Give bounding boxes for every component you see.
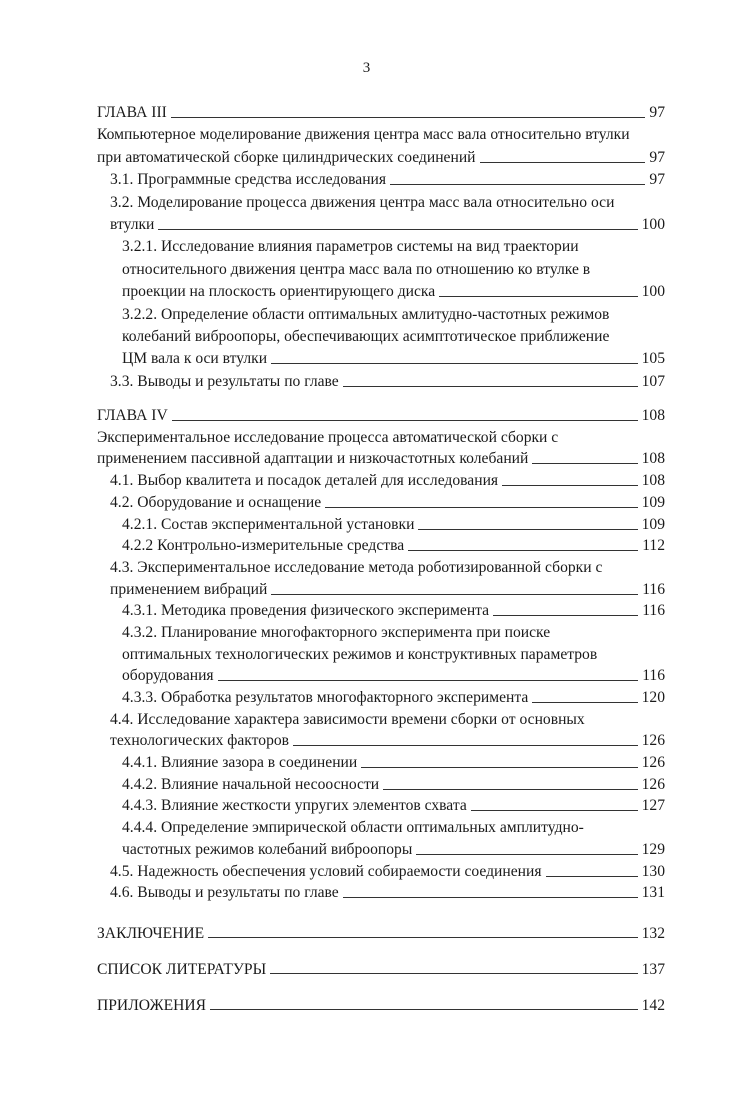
toc-entry-last-line bbox=[97, 405, 665, 427]
leader-line bbox=[361, 752, 637, 768]
toc-page-number: 107 bbox=[641, 372, 665, 390]
toc-entry-text: проекции на плоскость ориентирующего диска bbox=[122, 283, 436, 301]
toc-entry-text: 3.2. Моделирование процесса движения центра масс вала относительно оси bbox=[110, 193, 615, 211]
toc-entry-text: 4.1. Выбор квалитета и посадок деталей для исследования bbox=[110, 472, 499, 490]
toc-entry-last-line bbox=[110, 371, 665, 393]
leader-line bbox=[270, 952, 637, 974]
toc-group-chapter-3 bbox=[97, 102, 665, 393]
leader-line bbox=[343, 882, 638, 898]
toc-entry[interactable] bbox=[97, 124, 665, 169]
toc-entry[interactable] bbox=[97, 405, 665, 427]
toc-entry-text: 4.3.2. Планирование многофакторного эксперимента при поиске bbox=[122, 623, 551, 641]
toc-page-number: 105 bbox=[641, 350, 665, 368]
toc-entry[interactable] bbox=[97, 427, 665, 470]
toc-page-number: 116 bbox=[642, 602, 665, 620]
toc-entry-last-line bbox=[110, 579, 665, 601]
toc-entry-last-line bbox=[122, 774, 665, 796]
leader-line bbox=[383, 774, 638, 790]
toc-entry[interactable] bbox=[97, 752, 665, 774]
toc-entry-text: оборудования bbox=[122, 667, 214, 685]
toc-entry[interactable] bbox=[97, 535, 665, 557]
toc-page-number: 108 bbox=[641, 407, 665, 425]
toc-entry[interactable] bbox=[97, 236, 665, 303]
toc-entry-text: 4.4.2. Влияние начальной несоосности bbox=[122, 775, 380, 793]
toc-entry-text: 3.3. Выводы и результаты по главе bbox=[110, 372, 339, 390]
toc-entry-last-line bbox=[122, 665, 665, 687]
toc-page-number: 109 bbox=[641, 493, 665, 511]
toc-entry[interactable] bbox=[97, 557, 665, 600]
toc-entry-text: относительного движения центра масс вала по отношению ко втулке в bbox=[122, 260, 591, 278]
toc-entry-last-line bbox=[97, 102, 665, 124]
toc-entry-text: 3.2.1. Исследование влияния параметров системы на вид траектории bbox=[122, 238, 579, 256]
toc-entry-text: ЗАКЛЮЧЕНИЕ bbox=[97, 924, 205, 942]
toc-entry-text: 4.3.3. Обработка результатов многофакторного эксперимента bbox=[122, 689, 529, 707]
leader-line bbox=[218, 665, 639, 681]
toc-page-number: 126 bbox=[641, 754, 665, 772]
toc-entry[interactable] bbox=[97, 102, 665, 124]
toc-entry-last-line bbox=[110, 861, 665, 883]
toc-entry[interactable] bbox=[97, 492, 665, 514]
toc-page-number: 116 bbox=[642, 580, 665, 598]
toc-page-number: 137 bbox=[641, 960, 665, 978]
toc-page-number: 108 bbox=[641, 472, 665, 490]
toc-page-number: 131 bbox=[641, 884, 665, 902]
toc-entry-last-line bbox=[97, 952, 665, 988]
toc-entry-text: оптимальных технологических режимов и конструктивных параметров bbox=[122, 645, 598, 663]
leader-line bbox=[158, 214, 637, 230]
toc-entry-text: 4.4.1. Влияние зазора в соединении bbox=[122, 754, 358, 772]
toc-entry-text: ГЛАВА IV bbox=[97, 407, 168, 425]
toc-entry[interactable] bbox=[97, 795, 665, 817]
toc-page-number: 97 bbox=[649, 148, 665, 166]
toc-group-final bbox=[97, 916, 665, 1024]
toc-entry[interactable] bbox=[97, 371, 665, 393]
toc-entry-last-line bbox=[122, 348, 665, 370]
toc-entry-last-line bbox=[110, 169, 665, 191]
toc-entry[interactable] bbox=[97, 774, 665, 796]
toc-entry-text: 3.2.2. Определение области оптимальных амлитудно-частотных режимов bbox=[122, 305, 610, 323]
leader-line bbox=[418, 514, 637, 530]
toc-entry[interactable] bbox=[97, 514, 665, 536]
toc-entry-text: технологических факторов bbox=[110, 732, 290, 750]
toc-entry-last-line bbox=[97, 147, 665, 169]
leader-line bbox=[271, 348, 638, 364]
toc-entry-text: ГЛАВА III bbox=[97, 104, 167, 121]
toc-entry[interactable] bbox=[97, 600, 665, 622]
toc-entry-text: 4.3.1. Методика проведения физического эксперимента bbox=[122, 602, 490, 620]
toc-entry[interactable] bbox=[97, 622, 665, 687]
toc-page-number: 108 bbox=[641, 450, 665, 468]
toc-entry-text: Экспериментальное исследование процесса автоматической сборки с bbox=[97, 428, 559, 446]
toc-page-number: 126 bbox=[641, 732, 665, 750]
toc-entry[interactable] bbox=[97, 916, 665, 952]
toc-page-number: 142 bbox=[641, 996, 665, 1014]
toc-entry[interactable] bbox=[97, 882, 665, 904]
leader-line bbox=[493, 600, 638, 616]
toc-entry-text: 4.4.4. Определение эмпирической области оптимальных амплитудно- bbox=[122, 819, 584, 837]
toc-entry-last-line bbox=[122, 600, 665, 622]
toc-entry-last-line bbox=[110, 730, 665, 752]
leader-line bbox=[390, 169, 645, 185]
toc-page-number: 120 bbox=[641, 689, 665, 707]
toc-entry[interactable] bbox=[97, 470, 665, 492]
toc-entry-last-line bbox=[122, 687, 665, 709]
toc-entry-text: применением пассивной адаптации и низкочастотных колебаний bbox=[97, 450, 529, 468]
toc-page-number: 129 bbox=[641, 840, 665, 858]
toc-entry-last-line bbox=[122, 795, 665, 817]
leader-line bbox=[210, 988, 638, 1010]
toc-entry-last-line bbox=[97, 916, 665, 952]
toc-entry-last-line bbox=[122, 752, 665, 774]
leader-line bbox=[171, 102, 646, 118]
toc-entry[interactable] bbox=[97, 169, 665, 191]
toc-page-number: 132 bbox=[641, 924, 665, 942]
toc-entry-text: 3.1. Программные средства исследования bbox=[110, 171, 387, 189]
toc-entry-last-line bbox=[97, 448, 665, 470]
toc-entry[interactable] bbox=[97, 709, 665, 752]
toc-page-number: 130 bbox=[641, 862, 665, 880]
toc-entry-text: ПРИЛОЖЕНИЯ bbox=[97, 996, 207, 1014]
leader-line bbox=[416, 839, 637, 855]
leader-line bbox=[408, 535, 638, 551]
toc-entry-text: при автоматической сборке цилиндрических соединений bbox=[97, 148, 476, 166]
page-number: 3 bbox=[362, 60, 371, 76]
toc-entry[interactable] bbox=[97, 817, 665, 860]
toc-entry-text: 4.2.2 Контрольно-измерительные средства bbox=[122, 537, 405, 555]
toc-entry-text: 4.3. Экспериментальное исследование метода роботизированной сборки с bbox=[110, 558, 603, 576]
toc-entry-text: применением вибраций bbox=[110, 580, 268, 598]
leader-line bbox=[271, 579, 638, 595]
toc-entry-text: 4.5. Надежность обеспечения условий собираемости соединения bbox=[110, 862, 542, 880]
toc-entry[interactable] bbox=[97, 988, 665, 1024]
toc-entry[interactable] bbox=[97, 192, 665, 237]
leader-line bbox=[325, 492, 637, 508]
leader-line bbox=[439, 281, 637, 297]
toc-page-number: 100 bbox=[641, 283, 665, 301]
leader-line bbox=[208, 916, 637, 938]
leader-line bbox=[172, 405, 638, 421]
toc-entry-last-line bbox=[122, 839, 665, 861]
leader-line bbox=[546, 861, 638, 877]
toc-entry[interactable] bbox=[97, 952, 665, 988]
toc-entry-last-line bbox=[110, 492, 665, 514]
toc-entry-last-line bbox=[110, 214, 665, 236]
toc-entry-last-line bbox=[122, 281, 665, 303]
leader-line bbox=[293, 730, 638, 746]
leader-line bbox=[532, 448, 637, 464]
toc-entry-text: 4.4.3. Влияние жесткости упругих элементов схвата bbox=[122, 797, 467, 815]
leader-line bbox=[532, 687, 637, 703]
leader-line bbox=[480, 147, 646, 163]
toc-group-chapter-4 bbox=[97, 405, 665, 904]
toc-page-number: 100 bbox=[641, 215, 665, 233]
toc-page-number: 97 bbox=[649, 104, 665, 121]
toc-entry-last-line bbox=[110, 882, 665, 904]
toc-entry-text: ЦМ вала к оси втулки bbox=[122, 350, 268, 368]
toc-entry-text: 4.2.1. Состав экспериментальной установки bbox=[122, 515, 415, 533]
toc-entry-text: Компьютерное моделирование движения центра масс вала относительно втулки bbox=[97, 126, 630, 144]
toc-entry[interactable] bbox=[97, 687, 665, 709]
toc-entry[interactable] bbox=[97, 304, 665, 371]
toc-entry[interactable] bbox=[97, 861, 665, 883]
toc-entry-text: 4.4. Исследование характера зависимости времени сборки от основных bbox=[110, 710, 585, 728]
leader-line bbox=[502, 470, 638, 486]
toc-page-number: 97 bbox=[649, 171, 665, 189]
toc-page-number: 112 bbox=[642, 537, 665, 555]
toc-page-number: 127 bbox=[641, 797, 665, 815]
toc-page-number: 116 bbox=[642, 667, 665, 685]
leader-line bbox=[343, 371, 638, 387]
toc-entry-text: 4.2. Оборудование и оснащение bbox=[110, 493, 322, 511]
toc-entry-text: 4.6. Выводы и результаты по главе bbox=[110, 884, 339, 902]
leader-line bbox=[471, 795, 638, 811]
toc-entry-last-line bbox=[110, 470, 665, 492]
toc-entry-last-line bbox=[122, 535, 665, 557]
toc-entry-text: колебаний виброопоры, обеспечивающих асимптотическое приближение bbox=[122, 327, 610, 345]
table-of-contents bbox=[97, 102, 665, 1036]
toc-entry-last-line bbox=[97, 988, 665, 1024]
toc-entry-text: частотных режимов колебаний виброопоры bbox=[122, 840, 413, 858]
toc-entry-last-line bbox=[122, 514, 665, 536]
toc-entry-text: втулки bbox=[110, 215, 155, 233]
toc-entry-text: СПИСОК ЛИТЕРАТУРЫ bbox=[97, 960, 267, 978]
toc-page-number: 109 bbox=[641, 515, 665, 533]
toc-page-number: 126 bbox=[641, 775, 665, 793]
